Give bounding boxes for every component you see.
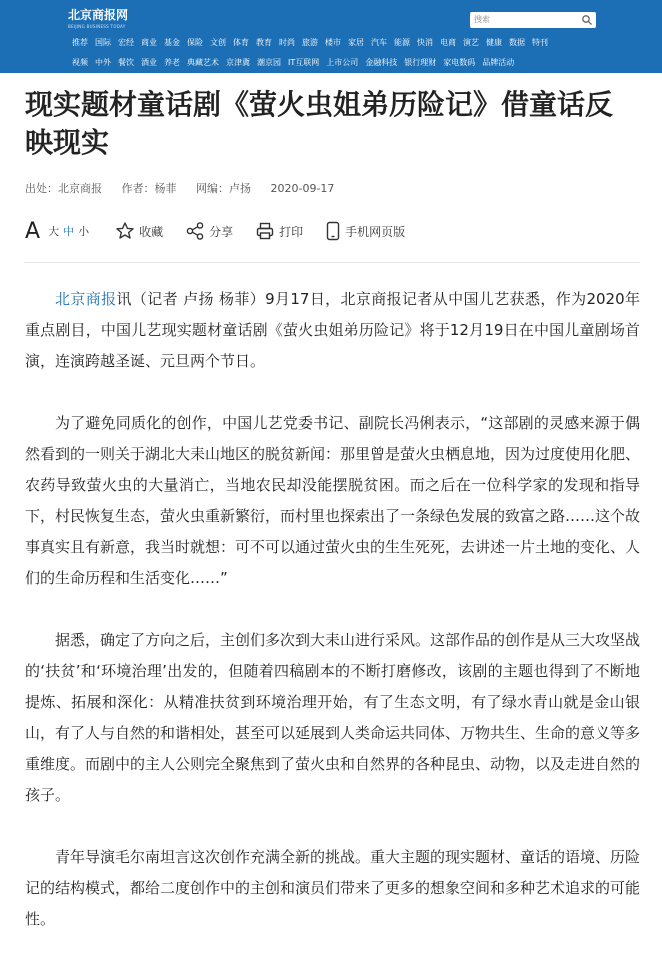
nav-item[interactable]: IT互联网 [288, 58, 320, 67]
printer-icon [255, 221, 275, 241]
nav-item[interactable]: 演艺 [463, 38, 479, 47]
nav-item[interactable]: 特刊 [532, 38, 548, 47]
nav-item[interactable]: 基金 [164, 38, 180, 47]
site-header [0, 0, 662, 73]
article-paragraph [25, 284, 640, 377]
nav-item[interactable]: 家居 [348, 38, 364, 47]
favorite-button[interactable] [115, 221, 163, 241]
logo-subtext: BEIJING BUSINESS TODAY [68, 24, 126, 29]
font-small-button[interactable]: 小 [78, 225, 90, 238]
nav-item[interactable]: 餐饮 [118, 58, 134, 67]
nav-item[interactable]: 体育 [233, 38, 249, 47]
article-source: 出处：北京商报 [25, 182, 102, 195]
search-box[interactable] [470, 12, 596, 28]
logo-text: 北京商报网 [68, 8, 129, 22]
article-body [25, 284, 640, 966]
nav-item[interactable]: 视频 [72, 58, 88, 67]
search-icon[interactable] [581, 14, 593, 26]
article-editor: 网编：卢扬 [196, 182, 251, 195]
mobile-label: 手机网页版 [345, 224, 406, 239]
site-logo[interactable] [68, 6, 128, 29]
share-icon [185, 221, 205, 241]
search-input[interactable]: 搜索 [474, 15, 490, 24]
font-size-icon: A [25, 218, 41, 244]
nav-item[interactable]: 能源 [394, 38, 410, 47]
paragraph-text: 讯（记者 卢扬 杨菲）9月17日，北京商报记者从中国儿艺获悉，作为2020年重点剧目，中国儿艺现实题材童话剧《萤火虫姐弟历险记》将于12月19日在中国儿童剧场首演，连演跨越圣诞、元旦两个节日。 [25, 290, 640, 370]
article-paragraph: 据悉，确定了方向之后，主创们多次到大耒山进行采风。这部作品的创作是从三大攻坚战的‘扶贫’和‘环境治理’出发的，但随着四稿剧本的不断打磨修改，该剧的主题也得到了不断地提炼、拓展和深化：从精准扶贫到环境治理开始，有了生态文明，有了绿水青山就是金山银山，有了人与自然的和谐相处，甚至可以延展到人类命运共同体、万物共生、生命的意义等多重维度。而剧中的主人公则完全聚焦到了萤火虫和自然界的各种昆虫、动物，以及走进自然的孩子。 [25, 631, 641, 804]
share-button[interactable] [185, 221, 233, 241]
favorite-label: 收藏 [139, 224, 164, 239]
nav-item[interactable]: 品牌活动 [482, 58, 515, 67]
nav-item[interactable]: 上市公司 [326, 58, 359, 67]
nav-item[interactable]: 典藏艺术 [187, 58, 219, 67]
mobile-version-button[interactable] [325, 221, 405, 241]
nav-item[interactable]: 快消 [417, 38, 433, 47]
article-author: 作者：杨菲 [121, 182, 177, 195]
article-meta [25, 180, 350, 196]
nav-item[interactable]: 文创 [210, 38, 226, 47]
nav-item[interactable]: 银行理财 [404, 58, 437, 67]
nav-item[interactable]: 旅游 [302, 38, 318, 47]
font-large-button[interactable]: 大 [48, 225, 60, 238]
nav-item[interactable]: 宏经 [118, 38, 134, 47]
share-label: 分享 [209, 224, 234, 239]
article-paragraph: 为了避免同质化的创作，中国儿艺党委书记、副院长冯俐表示，“这部剧的灵感来源于偶然看到的一则关于湖北大耒山地区的脱贫新闻：那里曾是萤火虫栖息地，因为过度使用化肥、农药导致萤火虫的大量消亡，当地农民却没能摆脱贫困。而之后在一位科学家的发现和指导下，村民恢复生态，萤火虫重新繁衍，而村里也探索出了一条绿色发展的致富之路……这个故事真实且有新意，我当时就想：可不可以通过萤火虫的生生死死，去讲述一片土地的变化、人们的生命历程和生活变化……” [25, 414, 641, 587]
print-button[interactable] [255, 221, 303, 241]
font-size-control [25, 219, 93, 244]
print-label: 打印 [279, 224, 304, 239]
nav-item[interactable]: 养老 [164, 58, 180, 67]
nav-item[interactable]: 教育 [256, 38, 272, 47]
article-title: 现实题材童话剧《萤火虫姐弟历险记》借童话反映现实 [25, 88, 614, 159]
nav-item[interactable]: 健康 [486, 38, 502, 47]
star-icon [115, 221, 135, 241]
nav-item[interactable]: 楼市 [325, 38, 341, 47]
nav-row-secondary [72, 57, 521, 68]
nav-row-primary [72, 37, 555, 48]
nav-item[interactable]: 汽车 [371, 38, 387, 47]
nav-item[interactable]: 国际 [95, 38, 111, 47]
divider [24, 262, 640, 263]
nav-item[interactable]: 保险 [187, 38, 203, 47]
font-medium-button[interactable]: 中 [63, 225, 75, 238]
nav-item[interactable]: 酒业 [141, 58, 157, 67]
nav-item[interactable]: 家电数码 [443, 58, 476, 67]
nav-item[interactable]: 潮京园 [257, 58, 281, 67]
nav-item[interactable]: 中外 [95, 58, 111, 67]
article-paragraph: 青年导演毛尔南坦言这次创作充满全新的挑战。重大主题的现实题材、童话的语境、历险记的结构模式，都给二度创作中的主创和演员们带来了更多的想象空间和多种艺术追求的可能性。 [25, 848, 641, 928]
nav-item[interactable]: 数据 [509, 38, 525, 47]
nav-item[interactable]: 推荐 [72, 38, 88, 47]
mobile-phone-icon [325, 221, 341, 241]
nav-item[interactable]: 时尚 [279, 38, 295, 47]
nav-item[interactable]: 京津冀 [226, 58, 250, 67]
article-toolbar [25, 219, 427, 243]
nav-item[interactable]: 商业 [141, 38, 157, 47]
source-link[interactable]: 北京商报 [55, 290, 117, 308]
nav-item[interactable]: 金融科技 [365, 58, 398, 67]
article-date: 2020-09-17 [270, 182, 335, 195]
nav-item[interactable]: 电商 [440, 38, 456, 47]
